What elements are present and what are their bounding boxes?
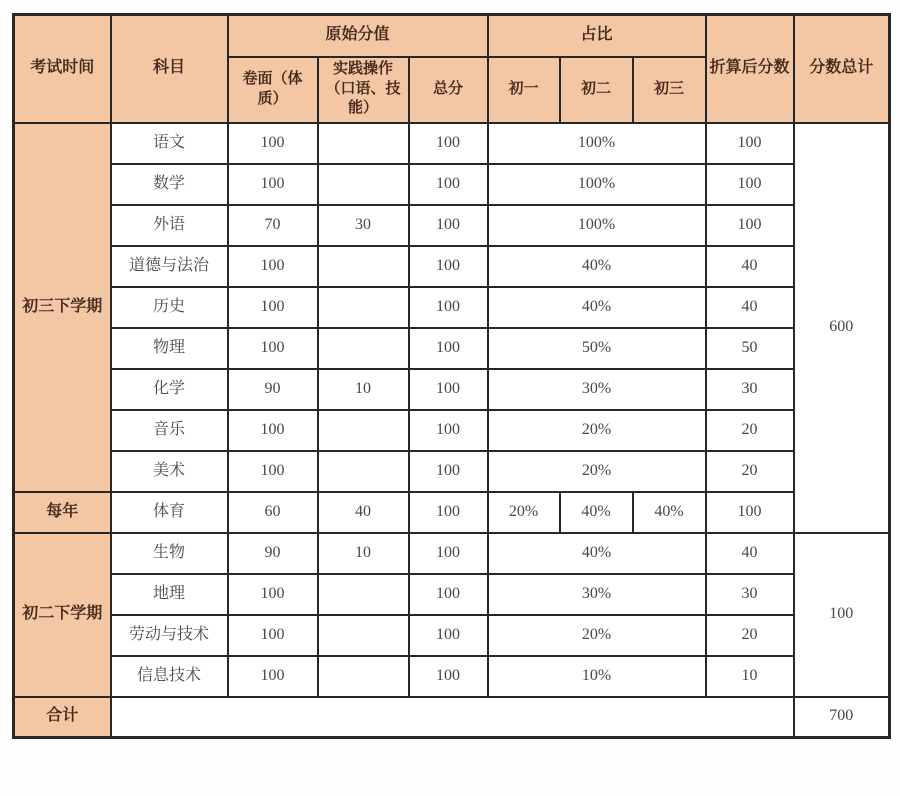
paper-score-cell: 90 — [228, 369, 318, 410]
subject-cell: 历史 — [111, 287, 228, 328]
converted-score-cell: 30 — [706, 574, 794, 615]
converted-score-cell: 20 — [706, 410, 794, 451]
empty-cell — [111, 697, 794, 738]
practice-score-cell — [318, 287, 409, 328]
ratio-cell: 10% — [488, 656, 706, 697]
table-row — [14, 328, 890, 369]
paper-score-cell: 90 — [228, 533, 318, 574]
ratio-grade9-cell: 40% — [633, 492, 706, 533]
practice-score-cell — [318, 164, 409, 205]
subject-cell: 体育 — [111, 492, 228, 533]
table-row — [14, 246, 890, 287]
practice-score-cell — [318, 246, 409, 287]
col-header-paper-score: 卷面（体质） — [228, 57, 318, 123]
ratio-cell: 100% — [488, 123, 706, 164]
table-row — [14, 287, 890, 328]
paper-score-cell: 100 — [228, 328, 318, 369]
converted-score-cell: 40 — [706, 246, 794, 287]
subject-cell: 劳动与技术 — [111, 615, 228, 656]
col-header-practice-score: 实践操作（口语、技能） — [318, 57, 409, 123]
ratio-cell: 40% — [488, 246, 706, 287]
paper-score-cell: 60 — [228, 492, 318, 533]
total-score-cell: 100 — [409, 574, 488, 615]
ratio-grade7-cell: 20% — [488, 492, 560, 533]
total-score-cell: 100 — [409, 246, 488, 287]
row-group-grade8-term2: 初二下学期 — [14, 533, 111, 697]
ratio-cell: 100% — [488, 164, 706, 205]
converted-score-cell: 40 — [706, 533, 794, 574]
practice-score-cell: 30 — [318, 205, 409, 246]
subject-cell: 地理 — [111, 574, 228, 615]
table-row — [14, 164, 890, 205]
table-row — [14, 410, 890, 451]
paper-score-cell: 100 — [228, 164, 318, 205]
paper-score-cell: 100 — [228, 656, 318, 697]
col-header-score-total: 分数总计 — [794, 15, 890, 123]
converted-score-cell: 20 — [706, 451, 794, 492]
ratio-cell: 30% — [488, 369, 706, 410]
row-grand-total-label: 合计 — [14, 697, 111, 738]
paper-score-cell: 100 — [228, 574, 318, 615]
paper-score-cell: 70 — [228, 205, 318, 246]
ratio-cell: 40% — [488, 287, 706, 328]
ratio-cell: 100% — [488, 205, 706, 246]
table-row — [14, 492, 890, 533]
paper-score-cell: 100 — [228, 287, 318, 328]
subject-cell: 生物 — [111, 533, 228, 574]
practice-score-cell — [318, 123, 409, 164]
paper-score-cell: 100 — [228, 123, 318, 164]
table-row — [14, 656, 890, 697]
total-score-cell: 100 — [409, 164, 488, 205]
practice-score-cell — [318, 574, 409, 615]
paper-score-cell: 100 — [228, 615, 318, 656]
ratio-cell: 40% — [488, 533, 706, 574]
score-total-group1-cell: 600 — [794, 123, 890, 533]
ratio-cell: 20% — [488, 451, 706, 492]
subject-cell: 语文 — [111, 123, 228, 164]
converted-score-cell: 40 — [706, 287, 794, 328]
practice-score-cell — [318, 451, 409, 492]
subject-cell: 化学 — [111, 369, 228, 410]
converted-score-cell: 100 — [706, 492, 794, 533]
total-score-cell: 100 — [409, 369, 488, 410]
total-score-cell: 100 — [409, 328, 488, 369]
table-row — [14, 615, 890, 656]
exam-score-table — [12, 13, 891, 739]
subject-cell: 音乐 — [111, 410, 228, 451]
practice-score-cell — [318, 410, 409, 451]
total-score-cell: 100 — [409, 656, 488, 697]
paper-score-cell: 100 — [228, 246, 318, 287]
table-row — [14, 123, 890, 164]
subject-cell: 数学 — [111, 164, 228, 205]
table-row — [14, 451, 890, 492]
col-header-total-score: 总分 — [409, 57, 488, 123]
ratio-cell: 50% — [488, 328, 706, 369]
practice-score-cell: 10 — [318, 533, 409, 574]
table-row — [14, 697, 890, 738]
practice-score-cell — [318, 328, 409, 369]
subject-cell: 美术 — [111, 451, 228, 492]
grand-total-cell: 700 — [794, 697, 890, 738]
total-score-cell: 100 — [409, 533, 488, 574]
header-row — [14, 15, 890, 57]
table-row — [14, 533, 890, 574]
practice-score-cell — [318, 656, 409, 697]
paper-score-cell: 100 — [228, 410, 318, 451]
converted-score-cell: 100 — [706, 164, 794, 205]
subject-cell: 信息技术 — [111, 656, 228, 697]
practice-score-cell — [318, 615, 409, 656]
ratio-cell: 20% — [488, 410, 706, 451]
subject-cell: 物理 — [111, 328, 228, 369]
score-table-body — [14, 15, 890, 738]
col-header-original-score: 原始分值 — [228, 15, 488, 57]
practice-score-cell: 40 — [318, 492, 409, 533]
col-header-subject: 科目 — [111, 15, 228, 123]
subject-cell: 道德与法治 — [111, 246, 228, 287]
row-group-every-year: 每年 — [14, 492, 111, 533]
subject-cell: 外语 — [111, 205, 228, 246]
ratio-grade8-cell: 40% — [560, 492, 633, 533]
col-header-converted-score: 折算后分数 — [706, 15, 794, 123]
col-header-grade9: 初三 — [633, 57, 706, 123]
converted-score-cell: 30 — [706, 369, 794, 410]
table-row — [14, 369, 890, 410]
total-score-cell: 100 — [409, 287, 488, 328]
total-score-cell: 100 — [409, 615, 488, 656]
total-score-cell: 100 — [409, 123, 488, 164]
total-score-cell: 100 — [409, 451, 488, 492]
total-score-cell: 100 — [409, 410, 488, 451]
converted-score-cell: 20 — [706, 615, 794, 656]
total-score-cell: 100 — [409, 492, 488, 533]
row-group-grade9-term2: 初三下学期 — [14, 123, 111, 492]
converted-score-cell: 100 — [706, 205, 794, 246]
converted-score-cell: 100 — [706, 123, 794, 164]
ratio-cell: 20% — [488, 615, 706, 656]
ratio-cell: 30% — [488, 574, 706, 615]
converted-score-cell: 50 — [706, 328, 794, 369]
total-score-cell: 100 — [409, 205, 488, 246]
score-total-group2-cell: 100 — [794, 533, 890, 697]
col-header-exam-time: 考试时间 — [14, 15, 111, 123]
table-row — [14, 574, 890, 615]
col-header-grade8: 初二 — [560, 57, 633, 123]
col-header-grade7: 初一 — [488, 57, 560, 123]
practice-score-cell: 10 — [318, 369, 409, 410]
paper-score-cell: 100 — [228, 451, 318, 492]
table-row — [14, 205, 890, 246]
converted-score-cell: 10 — [706, 656, 794, 697]
col-header-ratio: 占比 — [488, 15, 706, 57]
